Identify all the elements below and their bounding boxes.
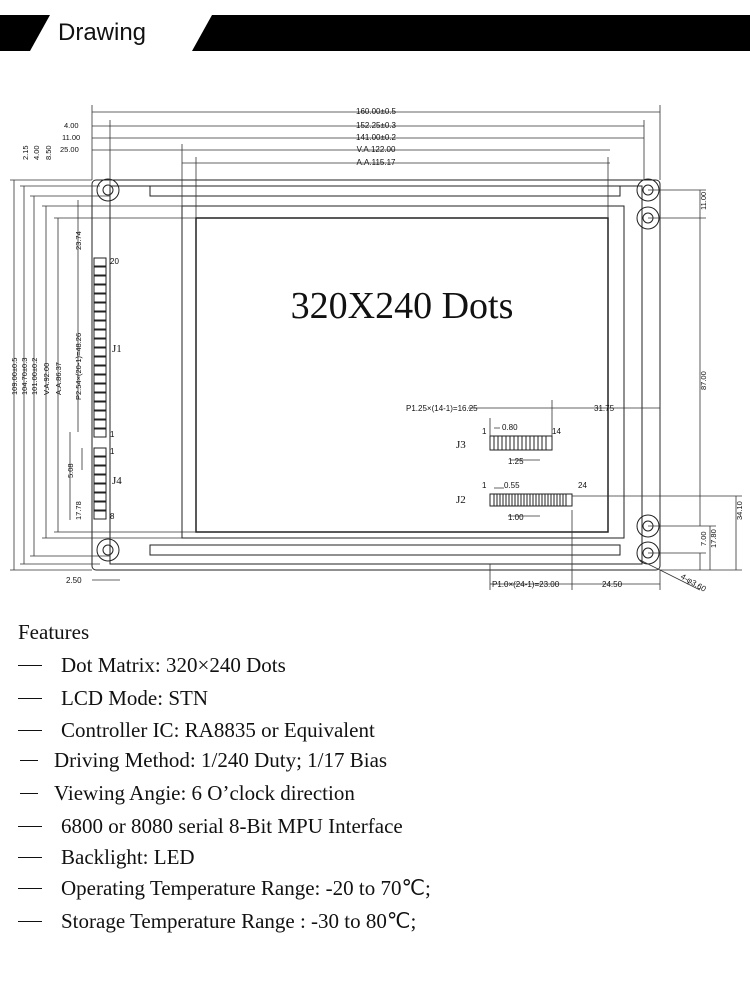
dim-top-1: 152.25±0.3 (356, 121, 396, 130)
j2-connector (490, 494, 572, 506)
j4-connector (94, 448, 106, 519)
features-heading: Features (18, 620, 90, 644)
dim-j3-0: P1.25×(14-1)=16.25 (406, 404, 478, 413)
mounting-hole-tl (97, 179, 119, 201)
dim-top-0: 160.00±0.5 (356, 107, 396, 116)
dim-top-4: A.A.115.17 (356, 158, 396, 167)
dim-offset-0: 4.00 (64, 121, 79, 130)
label-j1-last: 1 (110, 430, 115, 439)
label-j3-first: 1 (482, 427, 487, 436)
label-j3: J3 (456, 439, 466, 451)
label-j4-first: 1 (110, 447, 115, 456)
label-j2-first: 1 (482, 481, 487, 490)
feature-text: Driving Method: 1/240 Duty; 1/17 Bias (54, 748, 388, 772)
dim-left-1: 104.70±0.3 (20, 357, 29, 395)
dim-bottom-1: P1.0×(24-1)=23.00 (492, 580, 560, 589)
dim-j3-3: 1.25 (508, 457, 524, 466)
bullet-dash (18, 730, 42, 731)
dim-right-4: 7.00 (699, 531, 708, 546)
dim-j1-1: P2.54×(20-1)=48.26 (74, 332, 83, 400)
feature-text: 6800 or 8080 serial 8-Bit MPU Interface (61, 814, 403, 838)
label-j4: J4 (112, 475, 122, 487)
dim-top-2: 141.00±0.2 (356, 133, 396, 142)
module-outline (92, 180, 660, 570)
dim-bottom-0: 2.50 (66, 576, 82, 585)
bullet-dash (18, 857, 42, 858)
pcb-outline (110, 186, 642, 564)
bullet-dash (20, 760, 38, 761)
bullet-dash (18, 888, 42, 889)
dim-left-3: V.A.92.00 (42, 362, 51, 395)
dim-left-0: 109.00±0.5 (10, 357, 19, 395)
dim-right-2: 34.10 (735, 501, 744, 520)
dim-j3-1: 31.75 (594, 404, 615, 413)
bullet-dash (20, 793, 38, 794)
dim-left-small-0: 2.15 (21, 145, 30, 160)
glass-outline (182, 206, 624, 538)
j1-connector (94, 258, 106, 437)
dim-offset-1: 11.00 (62, 133, 81, 142)
feature-text: Controller IC: RA8835 or Equivalent (61, 718, 375, 742)
dim-j2-1: 1.00 (508, 513, 524, 522)
feature-text: Operating Temperature Range: -20 to 70℃; (61, 876, 431, 900)
active-area (196, 218, 608, 532)
dim-bottom-2: 24.50 (602, 580, 623, 589)
dim-right-3: 17.80 (709, 529, 718, 548)
mounting-hole-bl (97, 539, 119, 561)
mechanical-drawing (0, 95, 750, 605)
feature-text: Backlight: LED (61, 845, 195, 869)
dim-offset-2: 25.00 (60, 145, 79, 154)
dim-right-0: 11.00 (699, 191, 708, 210)
feature-text: LCD Mode: STN (61, 686, 208, 710)
feature-text: Storage Temperature Range : -30 to 80℃; (61, 909, 417, 933)
feature-text: Dot Matrix: 320×240 Dots (61, 653, 286, 677)
dim-j4-1: 17.78 (74, 501, 83, 520)
label-j4-last: 8 (110, 512, 115, 521)
dim-j1-0: 23.74 (74, 231, 83, 250)
dim-left-small-2: 8.50 (44, 145, 53, 160)
dim-top-3: V.A.122.00 (356, 145, 396, 154)
bullet-dash (18, 665, 42, 666)
label-j2: J2 (456, 494, 466, 506)
dim-j2-0: 0.55 (504, 481, 520, 490)
label-j1: J1 (112, 343, 122, 355)
label-j2-last: 24 (578, 481, 587, 490)
bullet-dash (18, 826, 42, 827)
dim-left-4: A.A.86.37 (54, 362, 63, 395)
label-j3-last: 14 (552, 427, 561, 436)
dim-j4-0: 5.08 (66, 463, 75, 478)
dim-j3-2: 0.80 (502, 423, 518, 432)
page-title: Drawing (58, 19, 147, 46)
label-j1-first: 20 (110, 257, 119, 266)
bullet-dash (18, 698, 42, 699)
screen-label: 320X240 Dots (290, 285, 514, 327)
bullet-dash (18, 921, 42, 922)
dim-right-1: 87.00 (699, 371, 708, 390)
dim-bottom-3: 4-φ3.60 (679, 571, 708, 594)
dim-left-small-1: 4.00 (32, 145, 41, 160)
j3-connector (490, 436, 552, 450)
feature-text: Viewing Angie: 6 O’clock direction (54, 781, 355, 805)
dim-left-2: 101.00±0.2 (30, 357, 39, 395)
